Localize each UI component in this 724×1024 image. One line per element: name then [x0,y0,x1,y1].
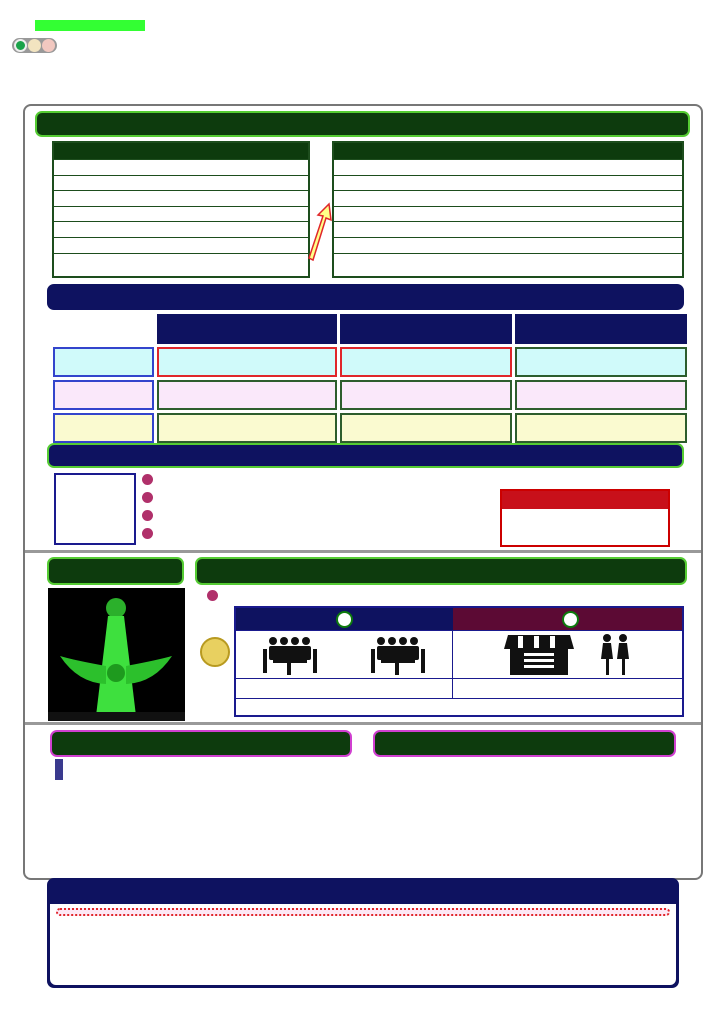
virus-icon [142,474,153,485]
col-old-header [515,314,687,344]
osaka-cases-banner [50,730,352,757]
weekday-row [56,760,63,780]
rules-request [207,588,221,603]
common-rule [236,698,682,715]
regional-cell [515,347,687,377]
hirakata-cases-banner [373,730,676,757]
col-all-header [157,314,337,344]
virus-icon [207,590,218,601]
rank-row [334,253,682,269]
regional-row [53,413,687,443]
store-visitors-icon [453,631,682,678]
rank-row [54,206,308,222]
rules-table [234,606,684,717]
regional-table [50,311,690,446]
virus-icon [142,492,153,503]
pm-list [502,509,668,513]
virus-icon [142,510,153,521]
regional-cell [340,347,512,377]
cert-yes-rule [236,679,453,698]
cert-no-header [453,608,682,630]
rank-row [334,159,682,175]
region-label [53,413,154,443]
rank-row [54,221,308,237]
regional-cell [157,413,337,443]
no-data-cell [340,413,512,443]
regional-cell [340,380,512,410]
table-dining-icon [236,631,453,678]
divider [25,550,701,553]
rank-row [334,237,682,253]
pm-instructions [500,489,670,547]
rank-row [54,175,308,191]
cert-no-rule [453,679,682,698]
regional-row [53,347,687,377]
arrow-up-right-icon [305,202,333,262]
rank-row [54,237,308,253]
divider [25,722,701,725]
regional-banner [47,284,684,310]
pill-status-label [54,473,136,545]
osaka-calendar [55,759,63,780]
tower-photo [48,588,185,721]
regional-row [53,380,687,410]
rank-row [54,253,308,269]
rules-banner [195,557,687,585]
vaccine-banner [35,111,690,137]
rank-left-header [54,143,308,159]
rank-row [54,159,308,175]
rank-right-header [334,143,682,159]
regional-cell [515,380,687,410]
cert-no-badge [562,611,579,628]
regional-cell [157,347,337,377]
page-title [10,30,720,60]
rank-row [54,190,308,206]
request-items [56,908,670,916]
cert-yes-badge [336,611,353,628]
rank-row [334,175,682,191]
traffic-light-icon [12,38,57,53]
corner-label [53,314,154,344]
rank-row [334,190,682,206]
pill-banner [47,443,684,468]
virus-icon [142,528,153,539]
rank-row [334,206,682,222]
rank-table-sep [52,141,310,278]
request-panel [47,878,679,988]
gold-sticker-icon [200,637,230,667]
region-label [53,347,154,377]
rank-table-oct [332,141,684,278]
pill-item [142,471,602,489]
region-label [53,380,154,410]
regional-cell [157,380,337,410]
col-mid-header [340,314,512,344]
pm-title [502,491,668,509]
cert-yes-header [236,608,453,630]
rank-row [334,221,682,237]
request-body [50,904,676,985]
weekday [62,760,63,780]
regional-cell [515,413,687,443]
tower-banner [47,557,184,585]
request-banner [47,878,679,904]
tower-of-sun-icon [48,588,185,721]
